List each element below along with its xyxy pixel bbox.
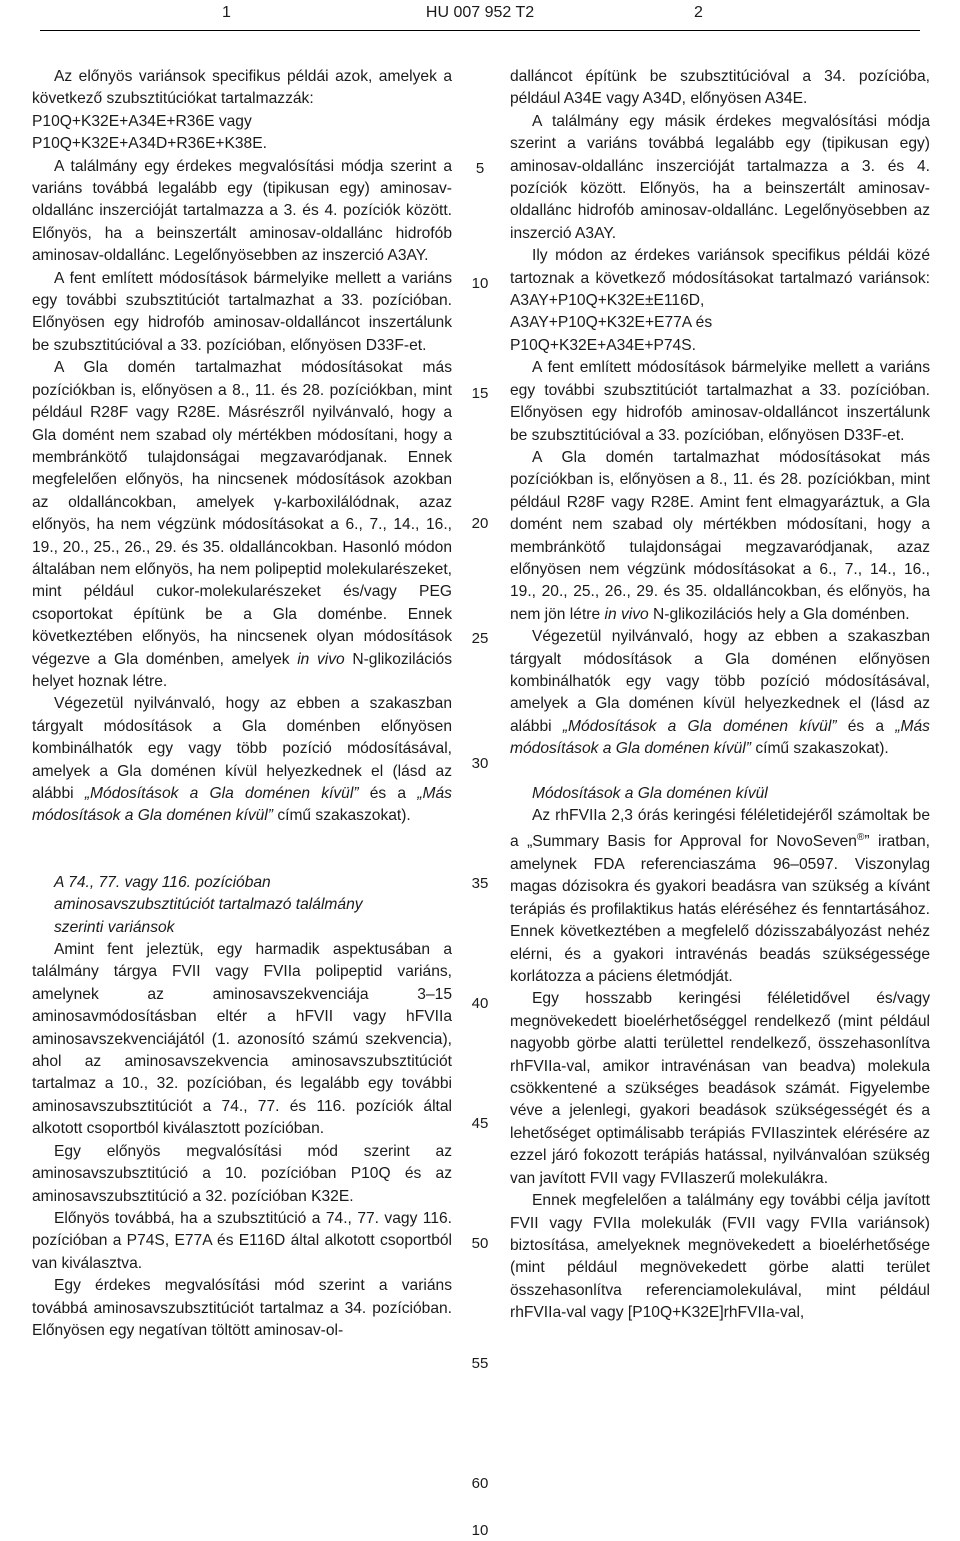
line-number: 40 xyxy=(471,995,489,1012)
text-run: A Gla domén tartalmazhat módosításokat más pozíciókban is, előnyösen a 8., 11. és 28. pozíciókban, mint például R28F vagy R28E. Másrészről nyilvánvaló, hogy a Gla domént nem szabad oly mértékben módosítani, hogy a membránkötő tulajdonságai megzavaródjanak. Ennek megfelelően előnyös, ha nincsenek módosítások azokban az oldalláncokban, amelyek γ-karboxilálódnak, azaz előnyös, ha nem végzünk módosításokat a 6., 7., 14., 16., 19., 20., 25., 26., 29. és 35. oldalláncokban. Hasonló módon általában nem előnyös, ha nem polipeptid molekularészeket, mint például cukor-molekularészeket és/vagy PEG csoportokat építünk be a Gla doménbe. Ennek következtében előnyös, ha nincsenek olyan módosítások végezve a Gla doménben, amelyek xyxy=(32,359,452,668)
paragraph: A találmány egy másik érdekes megvalósítási módja szerint a variáns továbbá legalább egy (tipikusan egy) aminosav-oldallánc inszercióját tartalmazza a 3. és 4. pozíciók között. Előnyös, ha a beinszertált aminosav-oldallánc hidrofób aminosav-oldallánc. Legelőnyösebben az inszerció A3AY. xyxy=(510,112,930,242)
italic-term: in vivo xyxy=(297,650,345,668)
footer-page-number: 10 xyxy=(471,1522,489,1539)
paragraph: Előnyös továbbá, ha a szubsztitúció a 74., 77. vagy 116. pozícióban a P74S, E77A és E116D által alkotott csoportból van kiválasztva. xyxy=(32,1209,452,1272)
registered-mark: ® xyxy=(856,832,865,844)
text-run: Az rhFVIIa 2,3 órás keringési féléletidejéről számoltak be a „Summary Basis for Approval for NovoSeven xyxy=(510,807,930,851)
paragraph xyxy=(510,805,930,988)
line-number: 30 xyxy=(471,755,489,772)
variant-formula: A3AY+P10Q+K32E+E77A és xyxy=(510,314,713,332)
italic-term: in vivo xyxy=(604,605,649,623)
text-run: és a xyxy=(847,717,885,735)
text-run: ” iratban, amelynek FDA referenciaszáma 96–0597. Viszonylag magas dózisokra és gyakori beadásra van szükség a kívánt terápiás és profilaktikus hatás eléréséhez és fenntartásához. Ennek következtében a megfelelő dózisszabályozást nehéz elérni, és a gyakori intravénás beadás szükségessége korlátozza a páciens életmódját. xyxy=(510,833,930,986)
line-number: 25 xyxy=(471,630,489,647)
text-run: N-glikozilációs hely a Gla doménben. xyxy=(653,605,910,623)
text-run: című szakaszokat). xyxy=(755,740,889,758)
section-reference: „Más módosítások a Gla doménen kívül” xyxy=(32,785,452,825)
paragraph: Egy hosszabb keringési féléletidővel és/vagy megnövekedett bioelérhetőséggel rendelkező (mint például nagyobb görbe alatti területtel rendelkező, összehasonlítva rhFVIIa-val, amikor intravénásan van beadva) molekula csökkentené a szükséges beadások számát. Figyelembe véve a jelenlegi, gyakori beadások szükségességét és a lehetőséget optimálisabb terápiás FVIIaszintek elérésére az ezzel járó fokozott terápiás hatással, nyilvánvalóan szükség van javított FVII vagy FVIIaszerű molekulákra. xyxy=(510,990,930,1187)
paragraph: A fent említett módosítások bármelyike mellett a variáns egy további szubsztitúciót tartalmazhat a 33. pozícióban. Előnyösen egy hidrofób aminosav-oldalláncot inszertálunk be szubsztitúcióval a 33. pozícióban, előnyösen D33F-et. xyxy=(32,269,452,354)
header-patent-number: HU 007 952 T2 xyxy=(425,4,535,21)
header-page-right: 2 xyxy=(694,4,703,21)
text-run: és a xyxy=(369,785,407,802)
section-reference: „Más módosítások a Gla doménen kívül” xyxy=(510,717,930,758)
section-heading: Módosítások a Gla doménen kívül xyxy=(532,784,768,802)
section-heading: aminosavszubsztitúciót tartalmazó találmány xyxy=(54,896,363,914)
variant-formula: P10Q+K32E+A34E+P74S. xyxy=(510,336,696,354)
line-number: 15 xyxy=(471,385,489,402)
line-number: 35 xyxy=(471,875,489,892)
section-reference: „Módosítások a Gla doménen kívül” xyxy=(562,717,837,735)
line-number: 5 xyxy=(475,160,485,177)
line-number: 60 xyxy=(471,1475,489,1492)
paragraph: Az előnyös variánsok specifikus példái azok, amelyek a következő szubsztitúciókat tartalmazzák: xyxy=(32,68,452,108)
line-number: 55 xyxy=(471,1355,489,1372)
paragraph: Amint fent jeleztük, egy harmadik aspektusában a találmány tárgya FVII vagy FVIIa polipeptid variáns, amelynek az aminosavszekvenciája 3–15 aminosavmódosításban eltér a hFVII vagy hFVIIa aminosavszekvenciájától (1. azonosító számú szekvencia), ahol az aminosavszekvencia aminosavszubsztitúciót tartalmaz a 10., 32. pozícióban, és legalább egy további aminosavszubsztitúciót a 74., 77. és 116. pozíciók által alkotott csoportból kiválasztott pozícióban. xyxy=(32,941,452,1138)
paragraph: A találmány egy érdekes megvalósítási módja szerint a variáns továbbá legalább egy (tipikusan egy) aminosav-oldallánc inszercióját tartalmazza a 3. és 4. pozíciók között. Előnyös, ha a beinszertált aminosav-oldallánc hidrofób aminosav-oldallánc. Legelőnyösebben az inszerció A3AY. xyxy=(32,157,452,265)
variant-formula: P10Q+K32E+A34D+R36E+K38E. xyxy=(32,135,267,153)
text-run: N-glikozilációs helyet hoznak létre. xyxy=(32,650,452,690)
section-reference: „Módosítások a Gla doménen kívül” xyxy=(84,785,359,802)
line-number: 45 xyxy=(471,1115,489,1132)
right-column xyxy=(510,66,930,1325)
section-heading: szerinti variánsok xyxy=(54,918,175,936)
paragraph: dalláncot építünk be szubsztitúcióval a 34. pozícióba, például A34E vagy A34D, előnyösen A34E. xyxy=(510,68,930,108)
header-page-left: 1 xyxy=(222,4,231,21)
line-number: 50 xyxy=(471,1235,489,1252)
paragraph: Ennek megfelelően a találmány egy további célja javított FVII vagy FVIIa molekulák (FVII vagy FVIIa variánsok) biztosítása, amelyeknek megnövekedett a bioelérhetősége (mint például megnövekedett görbe alatti terület összehasonlítva referenciamolekulával, mint például rhFVIIa-val vagy [P10Q+K32E]rhFVIIa-val, xyxy=(510,1192,930,1322)
left-column xyxy=(32,66,452,1342)
paragraph: Egy előnyös megvalósítási mód szerint az aminosavszubsztitúció a 10. pozícióban P10Q és az aminosavszubsztitúció a 32. pozícióban K32E. xyxy=(32,1142,452,1205)
text-run: Végezetül nyilvánvaló, hogy az ebben a szakaszban tárgyalt módosítások a Gla doménen előnyösen kombinálhatók egy vagy több pozíció módosításával, amelyek a Gla doménen kívül helyezkednek el (lásd az alábbi xyxy=(510,628,930,735)
paragraph: Ily módon az érdekes variánsok specifikus példái közé tartoznak a következő módosításokat tartalmazó variánsok: A3AY+P10Q+K32E±E116D, xyxy=(510,247,930,310)
text-run: Végezetül nyilvánvaló, hogy az ebben a szakaszban tárgyalt módosítások a Gla doménben előnyösen kombinálhatók egy vagy több pozíció módosításával, amelyek a Gla doménen kívül helyezkednek el (lásd az alábbi xyxy=(32,695,452,802)
paragraph xyxy=(510,626,930,760)
paragraph xyxy=(32,693,452,827)
header-rule xyxy=(40,30,920,31)
text-run: című szakaszokat). xyxy=(277,807,411,825)
line-number: 10 xyxy=(471,275,489,292)
paragraph: Egy érdekes megvalósítási mód szerint a variáns továbbá aminosavszubsztitúciót tartalmaz a 34. pozícióban. Előnyösen egy negatívan töltött aminosav-ol- xyxy=(32,1277,452,1339)
variant-formula: P10Q+K32E+A34E+R36E vagy xyxy=(32,112,252,130)
paragraph xyxy=(510,447,930,626)
text-run: A Gla domén tartalmazhat módosításokat más pozíciókban is, előnyösen a 8., 11. és 28. pozíciókban, mint például R28F vagy R28E. Amint fent elmagyaráztuk, a Gla domént nem szabad oly mértékben módosítani, hogy a membránkötő tulajdonságai megzavaródjanak, azaz előnyösen nem végzünk módosításokat a 6., 7., 14., 16., 19., 20., 25., 26., 29. és 35. oldalláncokban, és előnyös, ha nem jön létre xyxy=(510,448,930,623)
line-number: 20 xyxy=(471,515,489,532)
paragraph xyxy=(32,357,452,693)
section-heading: A 74., 77. vagy 116. pozícióban xyxy=(54,873,271,891)
paragraph: A fent említett módosítások bármelyike mellett a variáns egy további szubsztitúciót tartalmazhat a 33. pozícióban. Előnyösen egy hidrofób aminosav-oldalláncot inszertálunk be szubsztitúcióval a 33. pozícióban, előnyösen D33F-et. xyxy=(510,359,930,444)
